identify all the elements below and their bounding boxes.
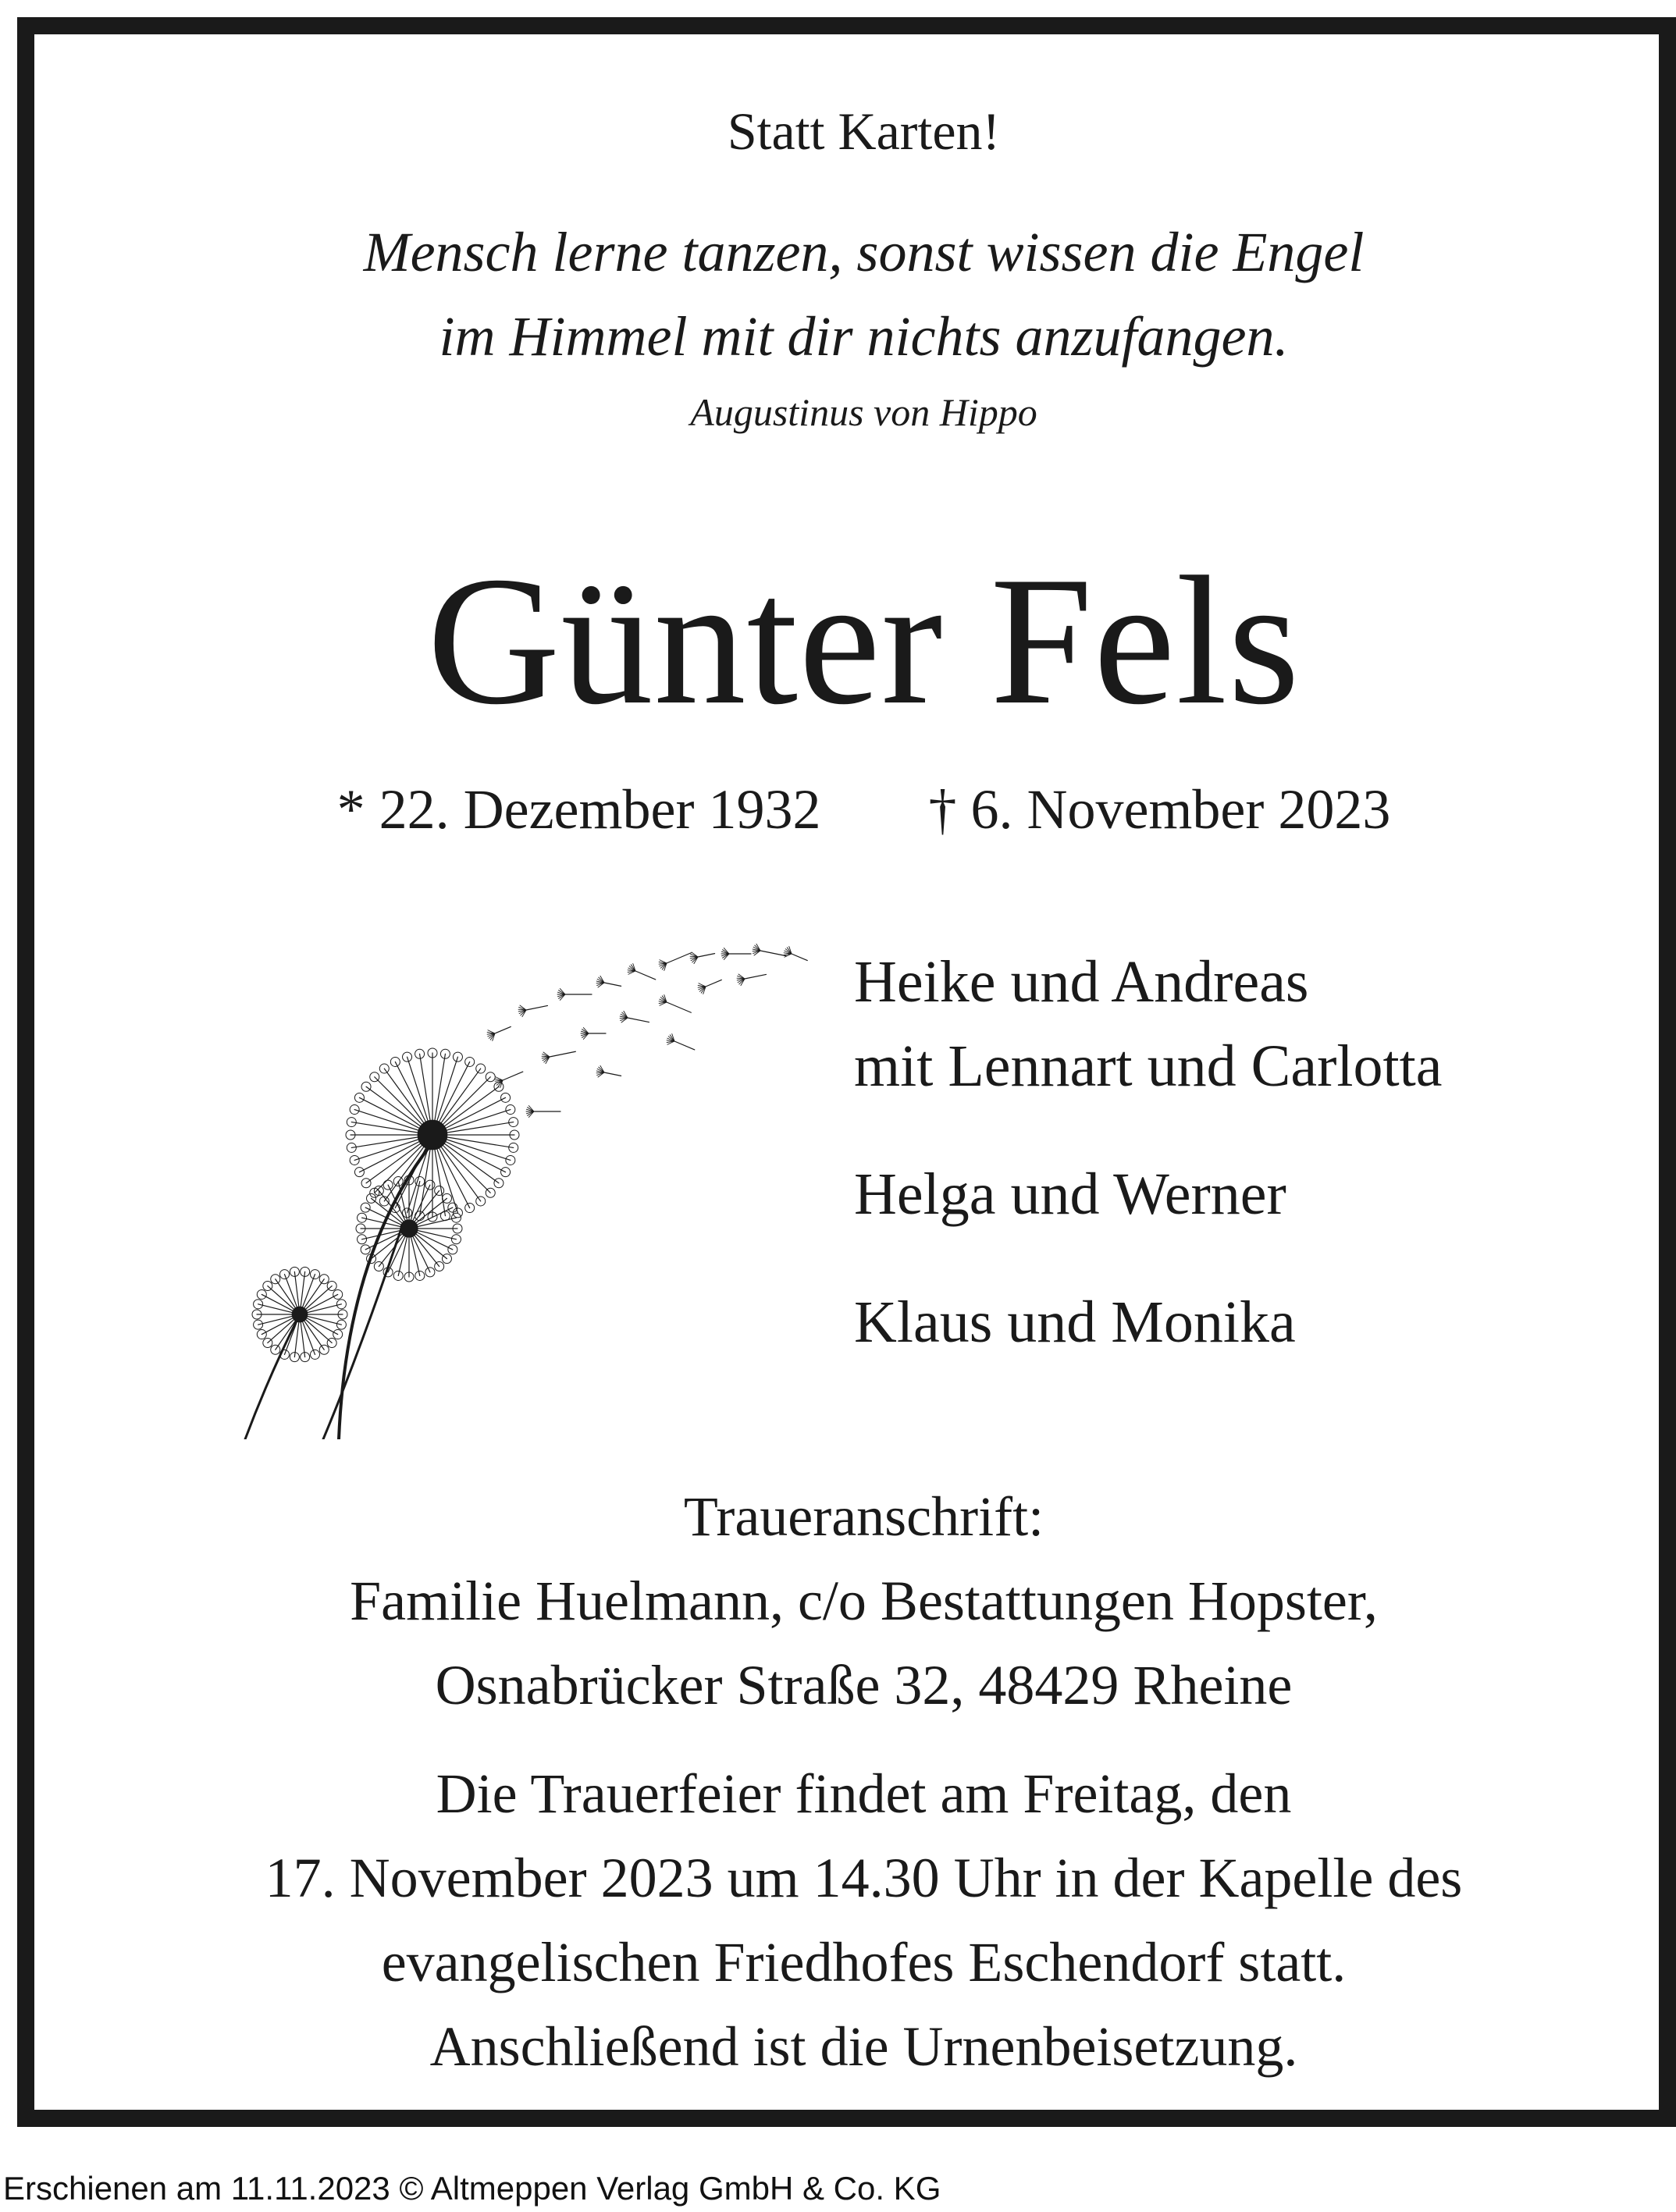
quote-line: Mensch lerne tanzen, sonst wissen die Engel: [363, 221, 1365, 283]
family-list: [854, 940, 1442, 1408]
deceased-name: Günter Fels: [427, 539, 1301, 743]
family-line: Klaus und Monika: [854, 1289, 1296, 1355]
address-label: Traueranschrift:: [683, 1485, 1044, 1548]
life-dates: [34, 777, 1676, 842]
family-group: [854, 940, 1442, 1108]
publication-footer: Erschienen am 11.11.2023 © Altmeppen Verlag GmbH & Co. KG: [3, 2170, 941, 2207]
ceremony-line: 17. November 2023 um 14.30 Uhr in der Kapelle des: [265, 1847, 1463, 1909]
quote-author: Augustinus von Hippo: [690, 390, 1037, 434]
birth-date: * 22. Dezember 1932: [336, 778, 821, 841]
family-group: [854, 1280, 1442, 1364]
death-date: † 6. November 2023: [928, 778, 1391, 841]
obituary-frame: [17, 17, 1676, 2127]
address-line: Familie Huelmann, c/o Bestattungen Hopster,: [350, 1570, 1378, 1632]
ceremony-info: [34, 1751, 1676, 2089]
quote-line: im Himmel mit dir nichts anzufangen.: [439, 305, 1289, 368]
quote: [34, 210, 1676, 379]
ceremony-line: Anschließend ist die Urnenbeisetzung.: [429, 2015, 1298, 2078]
family-group: [854, 1152, 1442, 1236]
ceremony-line: evangelischen Friedhofes Eschendorf statt.: [381, 1931, 1347, 1993]
family-line: mit Lennart und Carlotta: [854, 1033, 1443, 1099]
dandelion-icon: [198, 940, 823, 1439]
mourning-address: [34, 1474, 1676, 1727]
header-text: Statt Karten!: [727, 101, 1001, 161]
address-line: Osnabrücker Straße 32, 48429 Rheine: [435, 1654, 1293, 1716]
ceremony-line: Die Trauerfeier findet am Freitag, den: [436, 1762, 1292, 1825]
family-line: Heike und Andreas: [854, 949, 1309, 1015]
family-line: Helga und Werner: [854, 1161, 1286, 1227]
